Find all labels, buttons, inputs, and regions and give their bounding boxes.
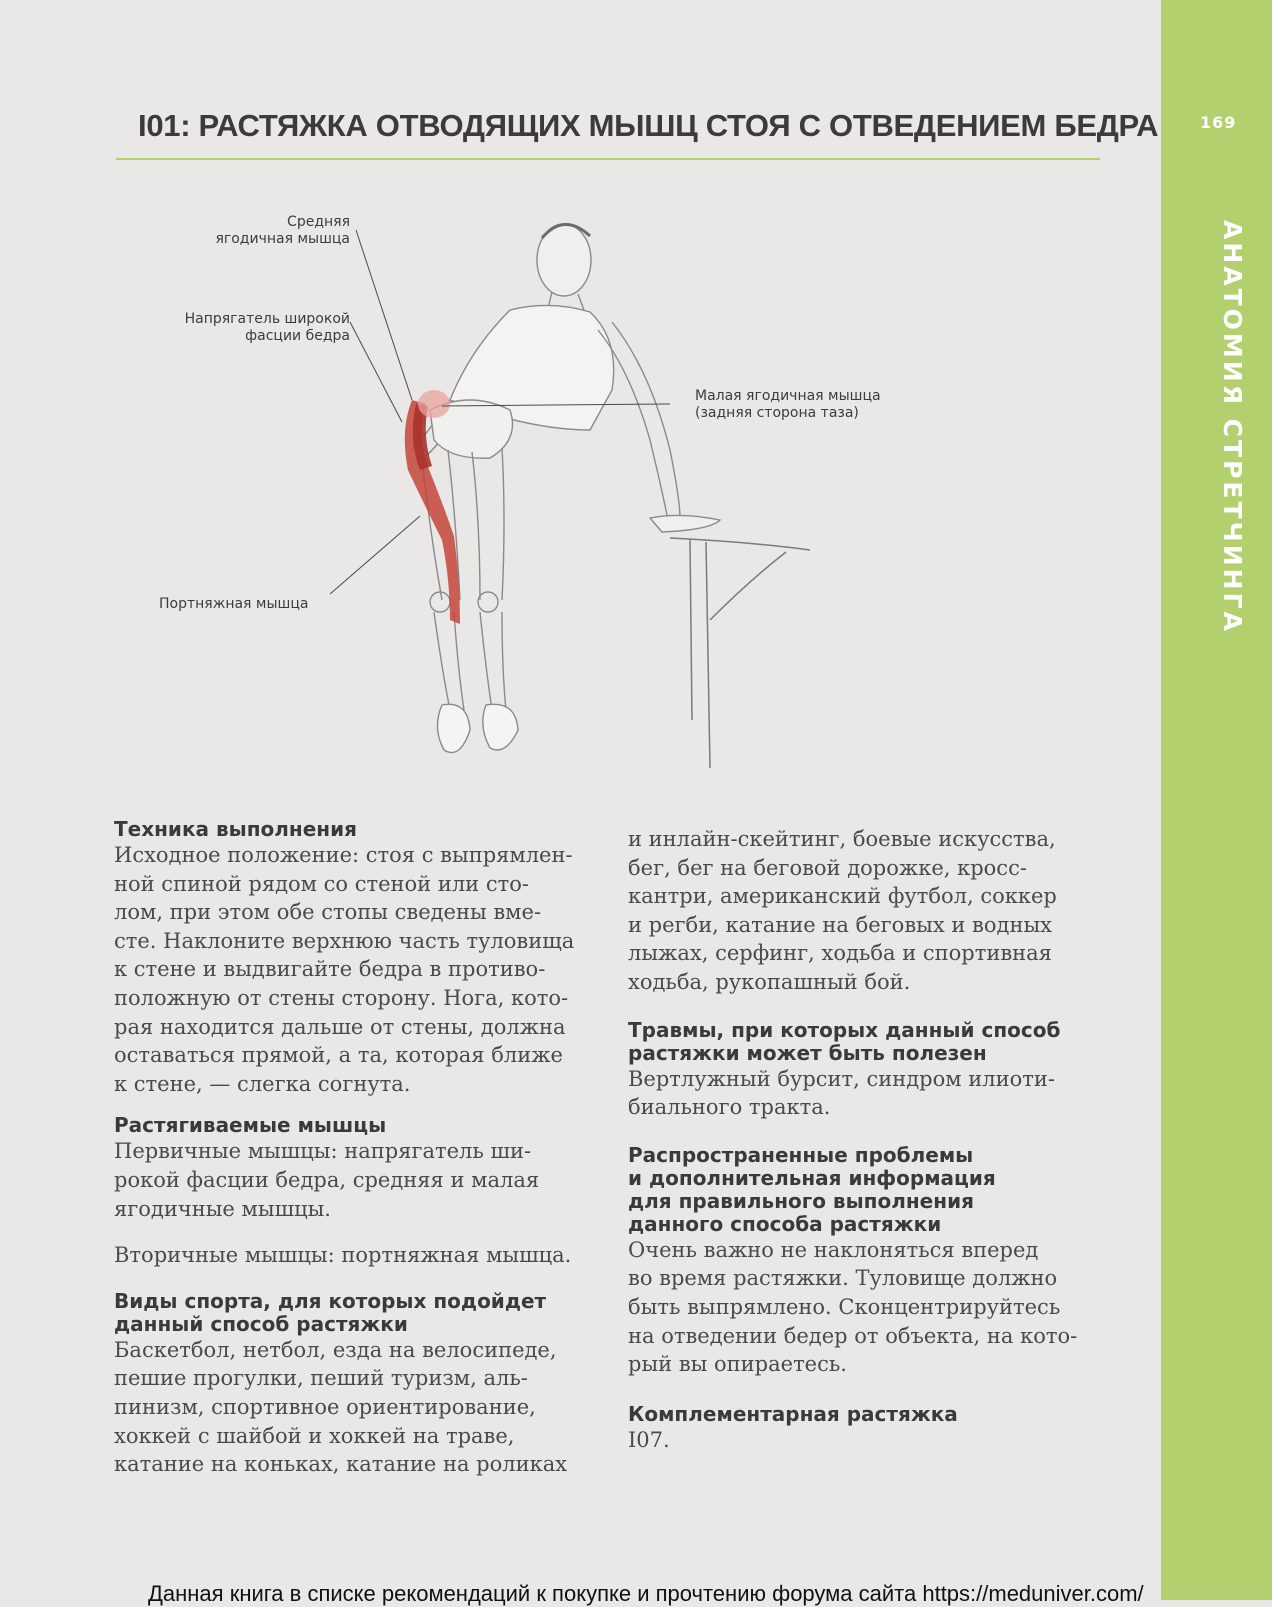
primary-muscles-text <box>114 1137 594 1223</box>
page-title: I01: РАСТЯЖКА ОТВОДЯЩИХ МЫШЦ СТОЯ С ОТВЕДЕНИЕМ БЕДРА <box>138 108 1159 143</box>
heading-line: для правильного выполнения <box>628 1188 974 1213</box>
technique-heading: Техника выполнения <box>114 817 357 841</box>
text-line: рая находится дальше от стены, должна <box>114 1014 566 1039</box>
text-line: катание на коньках, катание на роликах <box>114 1452 568 1477</box>
text-line: к стене, — слегка согнута. <box>114 1071 411 1096</box>
label-gluteus-medius: Средняя ягодичная мышца <box>215 214 350 247</box>
heading-line: Виды спорта, для которых подойдет <box>114 1288 547 1313</box>
label-tensor-fasciae-latae: Напрягатель широкой фасции бедра <box>184 311 350 344</box>
sports-text-continued <box>628 825 1108 997</box>
anatomy-illustration <box>150 200 970 800</box>
text-line: рый вы опираетесь. <box>628 1352 847 1377</box>
label-gluteus-minimus: Малая ягодичная мышца (задняя сторона таза) <box>695 388 881 421</box>
title-underline <box>116 158 1100 160</box>
text-line: рокой фасции бедра, средняя и малая <box>114 1167 540 1192</box>
text-line: на отведении бедер от объекта, на кото- <box>628 1323 1078 1348</box>
text-line: пешие прогулки, пеший туризм, аль- <box>114 1366 528 1391</box>
text-line: к стене и выдвигайте бедра в противо- <box>114 957 546 982</box>
problems-heading <box>628 1144 1108 1236</box>
text-line: лом, при этом обе стопы сведены вме- <box>114 900 542 925</box>
text-line: оставаться прямой, а та, которая ближе <box>114 1043 563 1068</box>
text-line: лыжах, серфинг, ходьба и спортивная <box>628 941 1052 966</box>
text-line: бег, бег на беговой дорожке, кросс- <box>628 855 1027 880</box>
label-sartorius: Портняжная мышца <box>159 596 309 612</box>
text-line: Вертлужный бурсит, синдром илиоти- <box>628 1066 1055 1091</box>
text-line: кантри, американский футбол, соккер <box>628 884 1057 909</box>
text-line: ной спиной рядом со стеной или сто- <box>114 871 529 896</box>
secondary-muscles-text: Вторичные мышцы: портняжная мышца. <box>114 1243 572 1268</box>
text-line: ходьба, рукопашный бой. <box>628 969 911 994</box>
sports-text <box>114 1336 594 1479</box>
text-line: быть выпрямлено. Сконцентрируйтесь <box>628 1294 1061 1319</box>
technique-text <box>114 841 594 1098</box>
right-column <box>628 825 1108 1454</box>
complementary-heading: Комплементарная растяжка <box>628 1401 958 1426</box>
heading-line: Травмы, при которых данный способ <box>628 1017 1061 1042</box>
heading-line: и дополнительная информация <box>628 1165 996 1190</box>
text-line: и инлайн-скейтинг, боевые искусства, <box>628 827 1056 851</box>
footer-note: Данная книга в списке рекомендаций к покупке и прочтению форума сайта https://meduniver.com/ <box>148 1581 1144 1606</box>
heading-line: данного способа растяжки <box>628 1211 942 1236</box>
page-number: 169 <box>1200 113 1237 132</box>
text-line: Исходное положение: стоя с выпрямлен- <box>114 843 573 867</box>
text-line: сте. Наклоните верхнюю часть туловища <box>114 928 575 953</box>
injuries-heading <box>628 1019 1108 1065</box>
text-line: во время растяжки. Туловище должно <box>628 1266 1058 1291</box>
text-line: хоккей с шайбой и хоккей на траве, <box>114 1423 515 1448</box>
text-line: биального тракта. <box>628 1095 831 1120</box>
heading-line: растяжки может быть полезен <box>628 1040 987 1065</box>
text-line: пинизм, спортивное ориентирование, <box>114 1394 536 1419</box>
text-line: ягодичные мышцы. <box>114 1196 331 1221</box>
section-title-vertical: АНАТОМИЯ СТРЕТЧИНГА <box>1218 220 1247 634</box>
text-line: Очень важно не наклоняться вперед <box>628 1237 1039 1262</box>
text-line: Баскетбол, нетбол, езда на велосипеде, <box>114 1337 557 1362</box>
left-column <box>114 818 594 1479</box>
problems-text <box>628 1236 1108 1379</box>
text-line: положную от стены сторону. Нога, кото- <box>114 985 569 1010</box>
muscles-heading: Растягиваемые мышцы <box>114 1113 387 1138</box>
text-line: Первичные мышцы: напрягатель ши- <box>114 1139 532 1164</box>
section-side-band <box>1161 0 1272 1600</box>
complementary-value: I07. <box>628 1427 670 1452</box>
sports-heading <box>114 1290 594 1336</box>
heading-line: данный способ растяжки <box>114 1311 408 1336</box>
text-line: и регби, катание на беговых и водных <box>628 912 1052 937</box>
heading-line: Распространенные проблемы <box>628 1142 974 1167</box>
injuries-text <box>628 1065 1108 1122</box>
